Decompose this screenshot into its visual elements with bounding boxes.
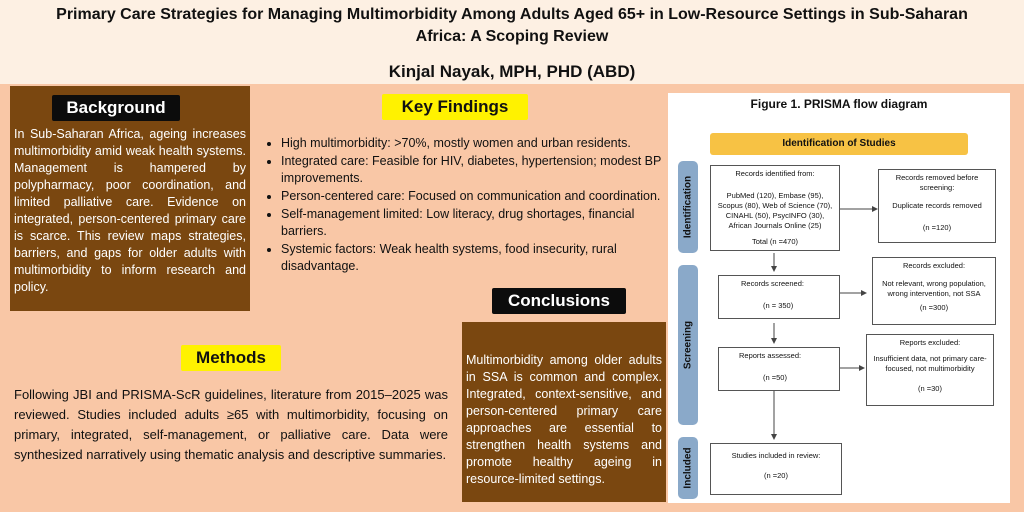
poster-title: Primary Care Strategies for Managing Multimorbidity Among Adults Aged 65+ in Low-Resource Settings in Sub-Saharan Africa: A Scoping Review <box>56 6 968 45</box>
box-detail: Duplicate records removed <box>892 201 982 210</box>
records-excluded-box <box>872 257 996 325</box>
prisma-title: Figure 1. PRISMA flow diagram <box>750 97 928 111</box>
box-count: (n =300) <box>919 303 949 312</box>
key-findings-list <box>265 135 676 276</box>
box-count: (n =30) <box>918 384 942 393</box>
identification-banner: Identification of Studies <box>710 133 968 155</box>
box-heading: Studies included in review: <box>731 451 821 460</box>
reports-excluded-box <box>866 334 994 406</box>
header <box>0 0 1024 84</box>
background-text: In Sub-Saharan Africa, ageing increases multimorbidity amid weak health systems. Management is hampered by polypharmacy, poor coordination, and limited palliative care. Evidence on integrated, person-centered primary care is scarce. This review maps strategies, barriers, and gaps for older adults with multimorbidity to inform research and policy. <box>14 127 246 294</box>
conclusions-heading: Conclusions <box>492 288 626 314</box>
stage-label: Screening <box>682 320 694 370</box>
box-heading: Records removed before screening: <box>895 173 979 192</box>
stage-label: Included <box>682 447 694 489</box>
box-count: Total (n =470) <box>751 237 799 246</box>
stage-identification <box>678 161 698 253</box>
finding-item: • Systemic factors: Weak health systems, food insecurity, rural disadvantage. <box>281 241 676 275</box>
conclusions-panel <box>462 322 666 502</box>
prisma-diagram <box>668 93 1010 503</box>
finding-item: • Person-centered care: Focused on communication and coordination. <box>281 188 676 205</box>
box-heading: Reports excluded: <box>899 338 961 347</box>
box-detail: Insufficient data, not primary care-focused, not multimorbidity <box>873 354 987 373</box>
stage-screening <box>678 265 698 425</box>
box-heading: Records screened: <box>741 279 804 288</box>
stage-label: Identification <box>682 175 694 239</box>
conclusions-text: Multimorbidity among older adults in SSA is common and complex. Integrated, context-sensitive, and person-centered primary care approaches are essential to strengthen health systems and promote healthy ageing in resource-limited settings. <box>466 353 662 486</box>
box-count: (n =50) <box>763 373 787 382</box>
reports-assessed-box <box>718 347 840 391</box>
box-count: (n =120) <box>922 223 952 232</box>
box-count: (n = 350) <box>763 301 794 310</box>
author-line: Kinjal Nayak, MPH, PHD (ABD) <box>388 62 636 81</box>
box-heading: Reports assessed: <box>739 351 802 360</box>
methods-heading: Methods <box>181 345 281 371</box>
finding-item: • Self-management limited: Low literacy, drug shortages, financial barriers. <box>281 206 676 240</box>
stage-included <box>678 437 698 499</box>
box-detail: PubMed (120), Embase (95), Scopus (80), Web of Science (70), CINAHL (50), PsycINFO (30), African Journals Online (25) <box>717 191 833 230</box>
finding-item: • High multimorbidity: >70%, mostly women and urban residents. <box>281 135 676 152</box>
records-identified-box <box>710 165 840 251</box>
box-heading: Records excluded: <box>902 261 966 270</box>
methods-text: Following JBI and PRISMA-ScR guidelines, literature from 2015–2025 was reviewed. Studies included adults ≥65 with multimorbidity, focusing on primary, integrated, self-management, or palliative care. Data were synthesized narratively using thematic analysis and descriptive summaries. <box>14 387 448 462</box>
studies-included-box <box>710 443 842 495</box>
box-count: (n =20) <box>764 471 788 480</box>
box-detail: Not relevant, wrong population, wrong intervention, not SSA <box>882 279 986 298</box>
finding-item: • Integrated care: Feasible for HIV, diabetes, hypertension; modest BP improvements. <box>281 153 676 187</box>
background-heading: Background <box>52 95 180 121</box>
records-screened-box <box>718 275 840 319</box>
records-removed-box <box>878 169 996 243</box>
box-heading: Records identified from: <box>735 169 815 178</box>
key-findings-heading: Key Findings <box>382 94 528 120</box>
